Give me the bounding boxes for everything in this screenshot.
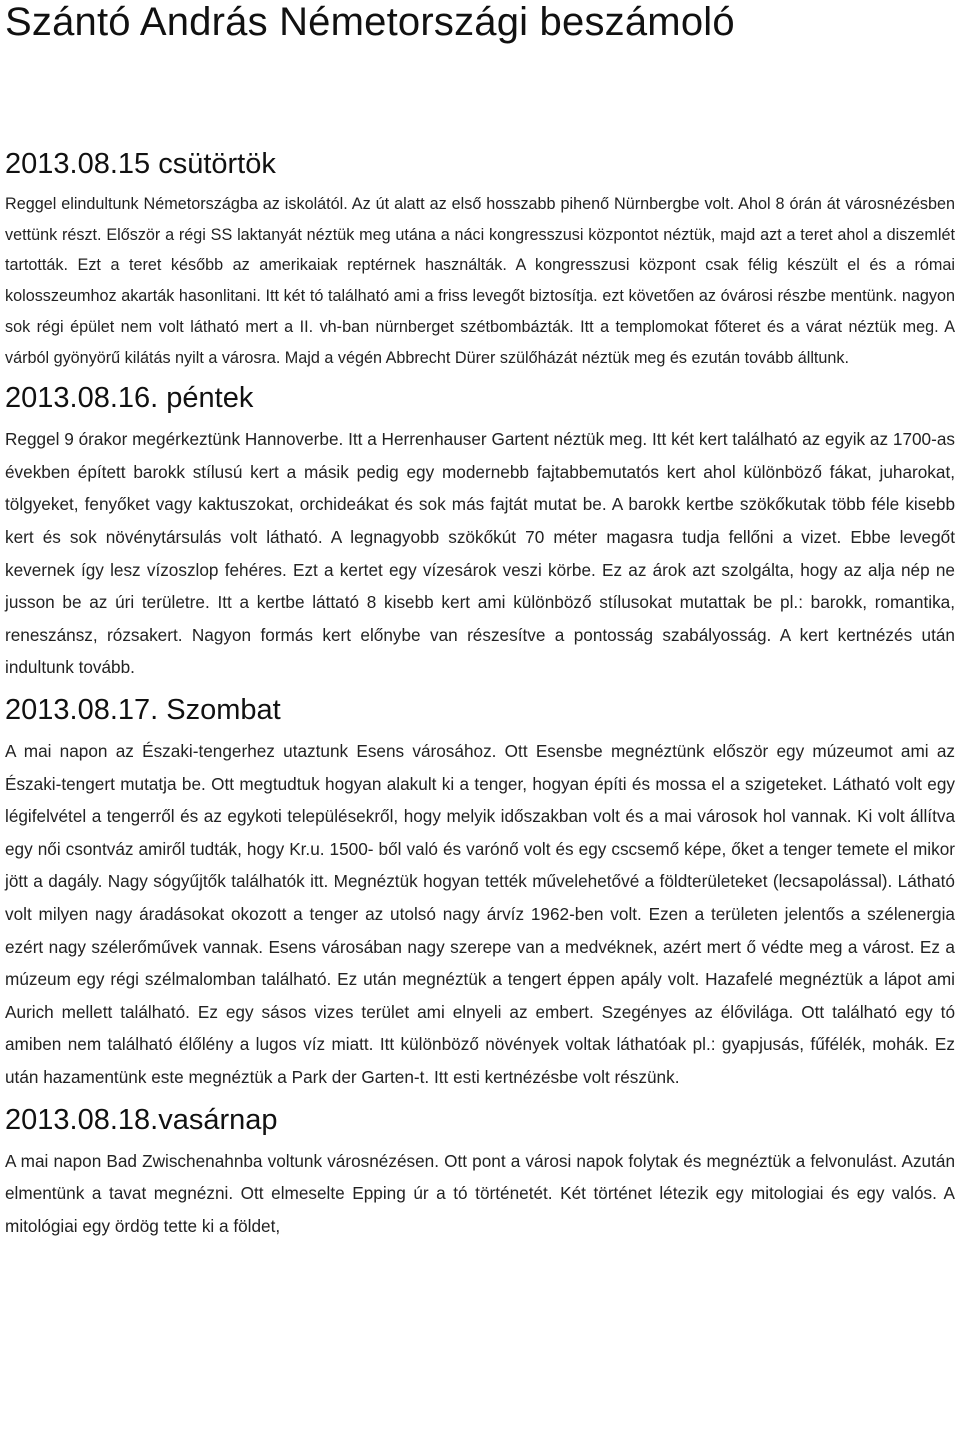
day-heading-sunday: 2013.08.18.vasárnap: [5, 1103, 278, 1136]
day-heading-thursday: 2013.08.15 csütörtök: [5, 148, 276, 180]
day-text-sunday: A mai napon Bad Zwischenahnba voltunk városnézésen. Ott pont a városi napok folytak és megnéztük a felvonulást. Azután elmentünk a tavat megnézni. Ott elmeselte Epping úr a tó történetét. Két történet létezik egy mitologiai és egy valós. A mitológiai egy ördög tette ki a földet,: [5, 1150, 955, 1236]
document-title: Szántó András Németországi beszámoló: [5, 0, 735, 44]
day-heading-saturday: 2013.08.17. Szombat: [5, 693, 281, 726]
day-text-saturday: A mai napon az Északi-tengerhez utaztunk Esens városához. Ott Esensbe megnéztünk először egy múzeumot ami az Északi-tengert mutatja be. Ott megtudtuk hogyan alakult ki a tenger, hogyan építi és mossa el a szigeteket. Látható volt egy légifelvétel a tengerről és az egykoti településekről, hogy melyik időszakban volt és a mai városok hol vannak. Ki volt állítva egy női csontváz amiről tudták, hogy Kr.u. 1500- ből való és varónő volt és egy cscsemő képe, őket a tenger temete el mikor jött a dagály. Nagy sógyűjtők találhatók itt. Megnéztük hogyan tették művelehetővé a földterületeket (lecsapolással). Látható volt milyen nagy áradásokat okozott a tenger az utolsó nagy árvíz 1962-ben volt. Ezen a területen jelentős a szélenergia ezért nagy szélerőművek vannak. Esens városában nagy szerepe van a medvéknek, azért mert ő védte meg a várost. Ez a múzeum egy régi szélmalomban található. Ez után megnéztük a tengert éppen apály volt. Hazafelé megnéztük a lápot ami Aurich mellett található. Ez egy sásos vizes terület ami elnyeli az embert. Szegényes az élővilága. Ott található egy tó amiben nem található élőlény a lugos víz miatt. Itt különböző növények voltak láthatóak pl.: gyapjusás, fűfélék, mohák. Ez után hazamentünk este megnéztük a Park der Garten-t. Itt esti kertnézésbe volt részünk.: [5, 740, 955, 1087]
day-text-thursday: Reggel elindultunk Németországba az iskolától. Az út alatt az első hosszabb pihenő Nürnbergbe volt. Ahol 8 órán át városnézésben vettünk részt. Először a régi SS laktanyát néztük meg utána a náci kongresszusi központot néztük, majd azt a teret ahol a diszemlét tartották. Ezt a teret később az amerikaiak reptérnek használták. A kongresszusi központ csak félig készült el és a római kolosszeumhoz akarták hasonlitani. Itt két tó található ami a friss levegőt biztosítja. ezt követően az óvárosi részbe mentünk. nagyon sok régi épület nem volt látható mert a II. vh-ban nürnberget szétbombázták. Itt a templomokat főteret és a várat néztük meg. A várból gyönyörű kilátás nyilt a városra. Majd a végén Abbrecht Dürer szülőházát néztük meg és ezután tovább álltunk.: [5, 195, 955, 367]
document-page: [5, 0, 955, 1242]
day-text-friday: Reggel 9 órakor megérkeztünk Hannoverbe. Itt a Herrenhauser Gartent néztük meg. Itt két kert található az egyik az 1700-as években épített barokk stílusú kert a másik pedig egy modernebb fajtabbemutatós kert ahol különböző fákat, juharokat, tölgyeket, fenyőket vagy kaktuszokat, orchideákat és sok más fajtát mutat be. A barokk kertbe szökőkutak több féle kisebb kert és sok növénytársulás volt látható. A legnagyobb szökőkút 70 méter magasra tudja fellőni a vizet. Ebbe levegőt kevernek így lesz vízoszlop fehéres. Ezt a kertet egy vízesárok veszi körbe. Ez az árok azt szolgálta, hogy az alja nép ne jusson be az úri területre. Itt a kertbe láttató 8 kisebb kert ami különböző stílusokat mutattak be pl.: barokk, romantika, reneszánsz, rózsakert. Nagyon formás kert előnybe van részesítve a pontosság szabályosság. A kert kertnézés után indultunk tovább.: [5, 429, 955, 678]
day-heading-friday: 2013.08.16. péntek: [5, 382, 254, 415]
